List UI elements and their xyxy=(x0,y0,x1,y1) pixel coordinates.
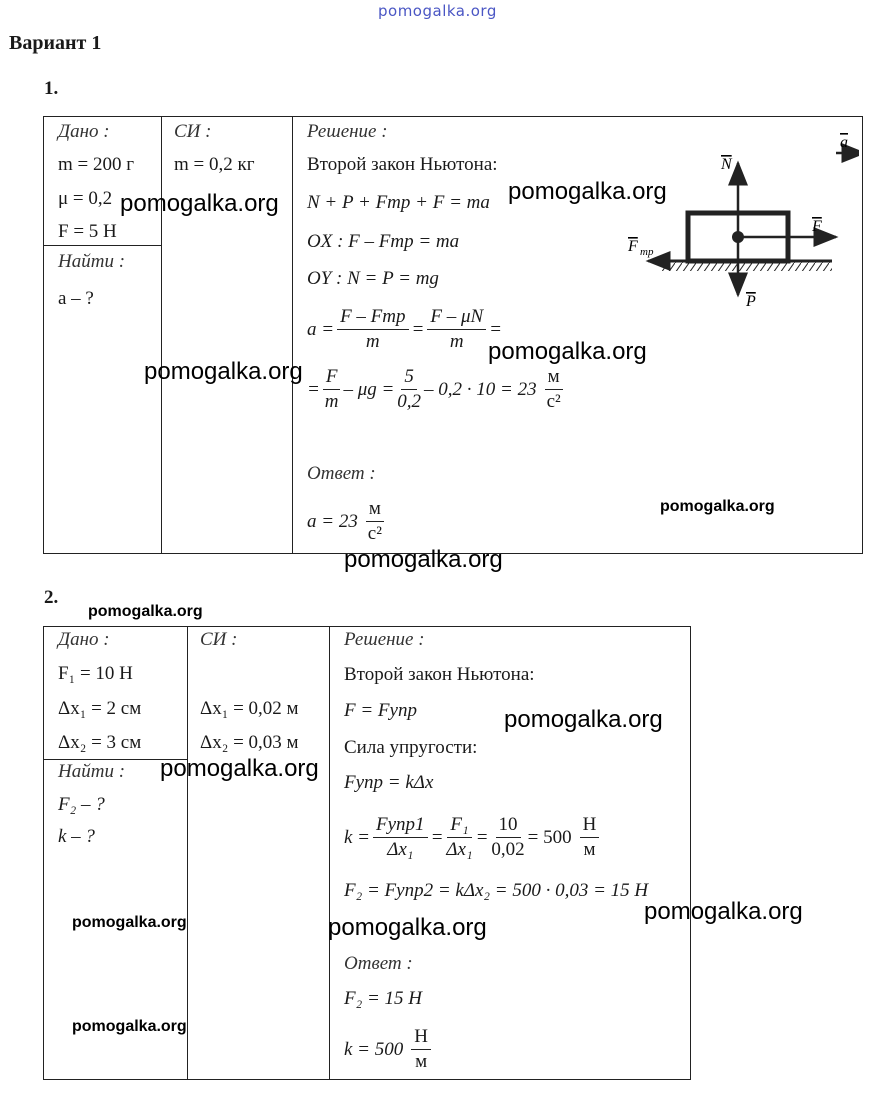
watermark: pomogalka.org xyxy=(328,914,487,941)
answer-header: Ответ : xyxy=(307,463,376,484)
answer-header: Ответ : xyxy=(344,953,413,974)
solution-header: Решение : xyxy=(307,121,388,142)
watermark: pomogalka.org xyxy=(660,498,775,515)
force-label: F xyxy=(812,218,822,235)
watermark: pomogalka.org xyxy=(504,706,663,733)
find-header: Найти : xyxy=(58,761,126,782)
solution-header: Решение : xyxy=(344,629,425,650)
force-diagram xyxy=(584,123,859,309)
weight-label: P xyxy=(746,293,756,309)
given-header: Дано : xyxy=(58,629,110,650)
acceleration-calc: = $\frac{F}{m}$ – μg = $\frac{5}{0,2}$ – 0,2 · 10 = 23 $\frac{м}{\text{с²}}$ xyxy=(307,366,561,412)
find-header: Найти : xyxy=(58,251,126,272)
watermark: pomogalka.org xyxy=(72,1018,187,1035)
given-line: m = 200 г xyxy=(58,154,135,175)
si-header: СИ : xyxy=(200,629,238,650)
equation-2: Fупр = kΔx xyxy=(344,772,434,793)
equation-1: F = Fупр xyxy=(344,700,417,721)
find-line: F₂ – ? xyxy=(58,794,105,815)
problem-2-table xyxy=(43,626,691,1080)
acceleration-label: a xyxy=(840,134,848,151)
ox-equation: OX : F – Fтр = ma xyxy=(307,231,460,252)
watermark: pomogalka.org xyxy=(644,898,803,925)
newton-law-label: Второй закон Ньютона: xyxy=(344,664,535,685)
find-line: k – ? xyxy=(58,826,95,847)
k-formula: k = $\frac{\text{Fупр1}}{\text{Δx₁}}$ = $\frac{\text{F₁}}{\text{Δx₁}}$ = $\frac{10}{0,02}$ = 500 $\frac{Н}{м}$ xyxy=(344,813,602,862)
vector-equation: N + P + Fтр + F = ma xyxy=(307,192,490,213)
newton-law-label: Второй закон Ньютона: xyxy=(307,154,498,175)
find-line: a – ? xyxy=(58,288,94,309)
watermark: pomogalka.org xyxy=(120,190,279,217)
problem-2-number: 2. xyxy=(44,587,59,608)
oy-equation: OY : N = P = mg xyxy=(307,268,439,289)
si-header: СИ : xyxy=(174,121,212,142)
friction-label: F xyxy=(628,238,638,255)
watermark: pomogalka.org xyxy=(72,914,187,931)
si-line: Δx₂ = 0,03 м xyxy=(200,732,299,753)
answer-line: a = 23 $\frac{м}{\text{с²}}$ xyxy=(307,498,382,544)
normal-label: N xyxy=(721,156,732,173)
answer-line: k = 500 $\frac{Н}{м}$ xyxy=(344,1025,434,1074)
si-line: Δx₁ = 0,02 м xyxy=(200,698,299,719)
si-line: m = 0,2 кг xyxy=(174,154,255,175)
answer-line: F₂ = 15 Н xyxy=(344,988,423,1009)
given-line: Δx₁ = 2 см xyxy=(58,698,142,719)
watermark: pomogalka.org xyxy=(344,546,503,573)
given-line: Δx₂ = 3 см xyxy=(58,732,142,753)
elastic-label: Сила упругости: xyxy=(344,737,478,758)
watermark: pomogalka.org xyxy=(160,755,319,782)
variant-title: Вариант 1 xyxy=(9,32,102,54)
problem-1-number: 1. xyxy=(44,78,59,99)
acceleration-formula: a = $\frac{\text{F – Fтр}}{m}$ = $\frac{F - \mu N}{m}$ = xyxy=(307,306,502,352)
friction-sub: тр xyxy=(640,246,654,258)
f2-formula: F₂ = Fупр2 = kΔx₂ = 500 · 0,03 = 15 Н xyxy=(344,880,649,901)
given-line: F₁ = 10 Н xyxy=(58,663,133,684)
watermark: pomogalka.org xyxy=(488,338,647,365)
given-line: F = 5 Н xyxy=(58,221,117,242)
watermark: pomogalka.org xyxy=(88,603,203,620)
given-header: Дано : xyxy=(58,121,110,142)
watermark: pomogalka.org xyxy=(508,178,667,205)
problem-1-table xyxy=(43,116,863,554)
site-header-link[interactable]: pomogalka.org xyxy=(378,2,497,20)
watermark: pomogalka.org xyxy=(144,358,303,385)
given-line: μ = 0,2 xyxy=(58,188,113,209)
